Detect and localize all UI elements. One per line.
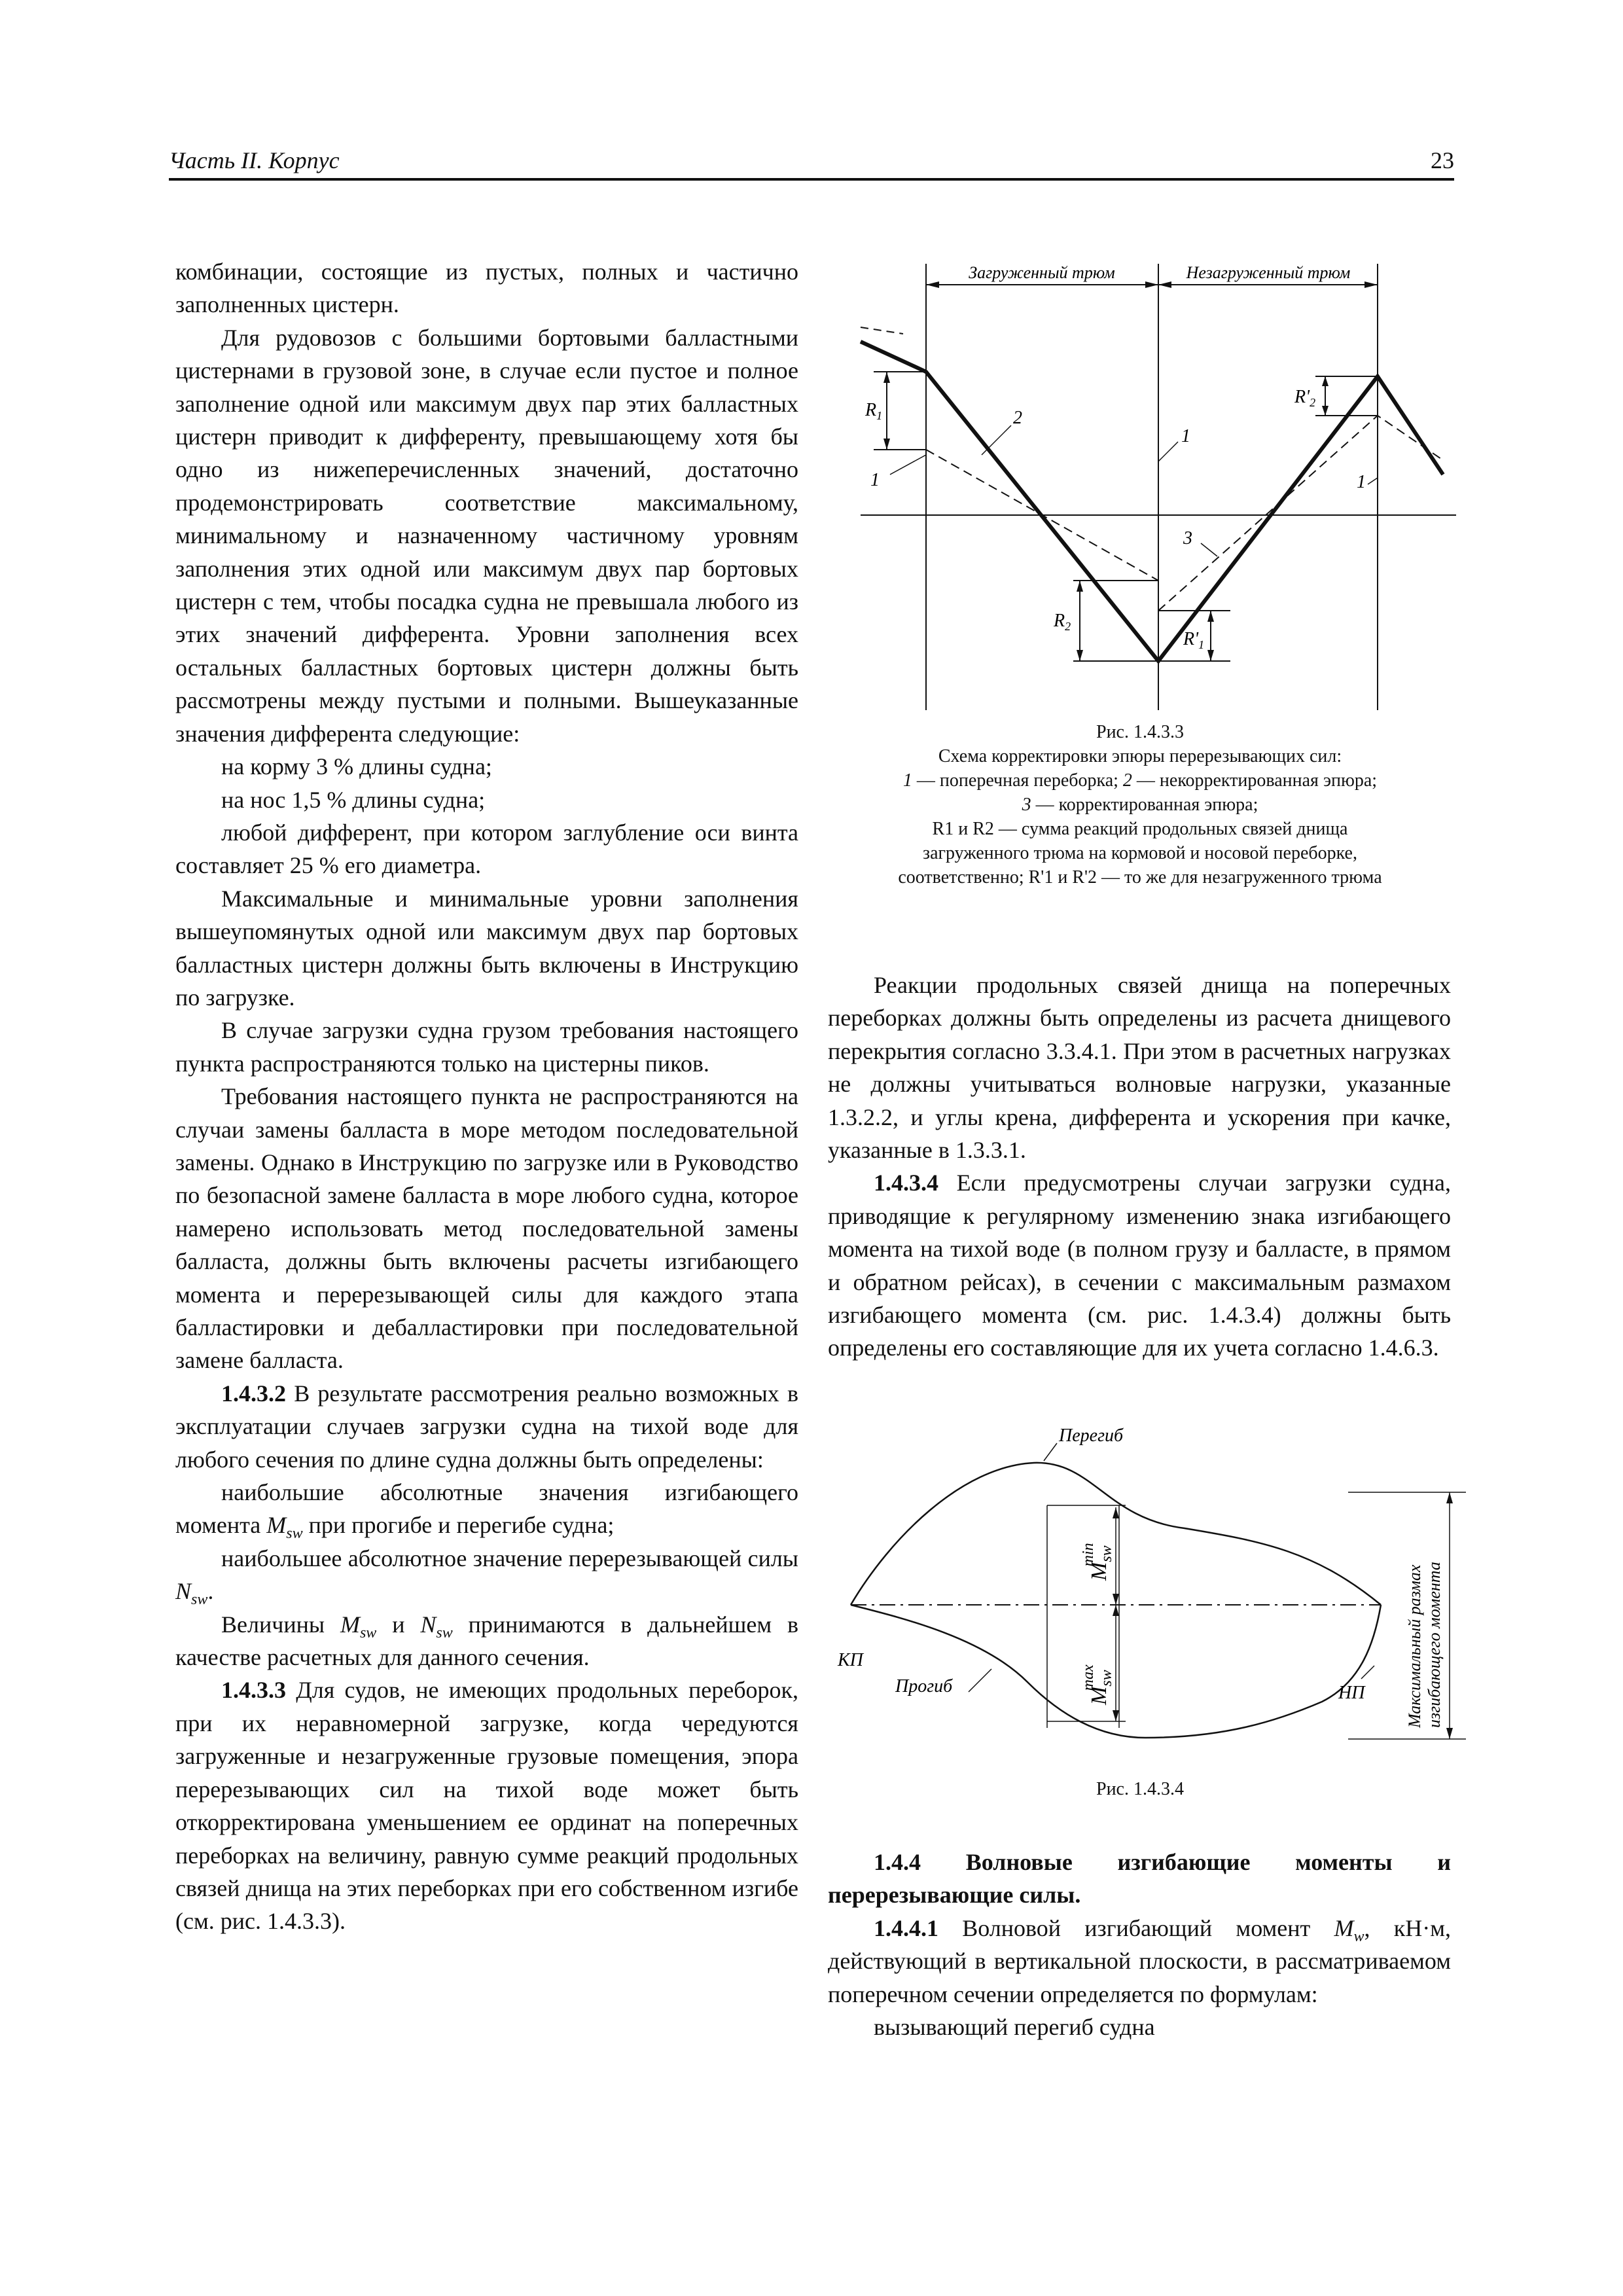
page-number: 23 bbox=[1431, 147, 1454, 173]
list-item: любой дифферент, при котором заглубление оси винта составляет 25 % его диаметра. bbox=[175, 819, 798, 879]
label-max-range bbox=[1405, 1562, 1444, 1729]
section-1-4-3-4: 1.4.3.4 Если предусмотрены случаи загрузки судна, приводящие к регулярному изменению знака изгибающего момента на тихой воде (в полном грузу и балласте, в прямом и обратном рейсах), в сечении с максимальным размахом изгибающего момента (см. рис. 1.4.3.4) должны быть определены его составляющие для их учета согласно 1.4.6.3. bbox=[828, 1170, 1451, 1361]
label-1-aft: 1 bbox=[870, 470, 880, 490]
figure-1-4-3-3-caption bbox=[826, 720, 1454, 889]
running-header-title: Часть II. Корпус bbox=[169, 147, 340, 173]
caption-title: Рис. 1.4.3.4 bbox=[1096, 1779, 1184, 1799]
section-number: 1.4.3.4 bbox=[874, 1170, 938, 1196]
figure-1-4-3-4-caption bbox=[826, 1777, 1454, 1801]
section-1-4-4-1: 1.4.4.1 Волновой изгибающий момент $M_w$, кН·м, действующий в вертикальной плоскости, в рассматриваемом поперечном сечении определяется по формулам: bbox=[828, 1914, 1451, 2007]
uncorrected-diagram bbox=[861, 342, 1443, 661]
caption-line: R1 и R2 — сумма реакций продольных связей днища bbox=[932, 819, 1348, 839]
section-number: 1.4.3.2 bbox=[221, 1380, 286, 1407]
label-1-middle: 1 bbox=[1181, 426, 1190, 446]
label-hogging: Перегиб bbox=[1059, 1426, 1124, 1446]
paragraph: Для рудовозов с большими бортовыми балластными цистернами в грузовой зоне, в случае если пустое и полное заполнение одной или максимум двух пар этих балластных цистерн приводит к дифференту, превышающему хотя бы одно из нижеперечисленных значений, достаточно продемонстрировать соответствие максимальному, минимальному и назначенному частичному уровням заполнения этих одной или максимум двух пар бортовых цистерн с тем, чтобы посадка судна не превышала любого из этих значений дифферента. Уровни заполнения всех остальных балластных бортовых цистерн должны быть рассмотрены между пустыми и полными. Вышеуказанные значения дифферента следующие: bbox=[175, 324, 798, 747]
label-r2: $R_2$ bbox=[1054, 611, 1071, 633]
caption-title: Рис. 1.4.3.3 bbox=[1096, 722, 1184, 742]
label-m-sw-min bbox=[1080, 1543, 1115, 1581]
paragraph: Требования настоящего пункта не распространяются на случаи замены балласта в море методом последовательной замены. Однако в Инструкцию по загрузке или в Руководство по безопасной замене балласта в море любого судна, которое намерено использовать метод последовательной замены балласта, должны быть включены расчеты изгибающего момента и перерезывающей силы для каждого этапа балластировки и дебалластировки при последовательной замене балласта. bbox=[175, 1083, 798, 1374]
svg-text:Mswmin: $M_{sw}\min$ bbox=[1080, 1543, 1115, 1581]
label-aft-perpendicular: КП bbox=[838, 1650, 863, 1670]
running-header bbox=[169, 145, 1454, 181]
label-unloaded-hold: Незагруженный трюм bbox=[1186, 263, 1351, 282]
caption-line: 3 — корректированная эпюра; bbox=[1022, 795, 1258, 815]
svg-text:изгибающего момента: изгибающего момента bbox=[1425, 1562, 1444, 1728]
right-column-bottom bbox=[828, 1846, 1451, 2043]
label-loaded-hold: Загруженный трюм bbox=[969, 263, 1115, 282]
section-1-4-3-3: 1.4.3.3 Для судов, не имеющих продольных переборок, при их неравномерной загрузке, когда чередуются загруженные и незагруженные грузовые помещения, эпора перерезывающих сил на тихой воде может быть откорректирована уменьшением ее ординат на поперечных переборках на величину, равную сумме реакций продольных связей днища на этих переборках при его собственном изгибе (см. рис. 1.4.3.3). bbox=[175, 1677, 798, 1935]
list-item: наибольшие абсолютные значения изгибающего момента $M_{sw}$ при прогибе и перегибе судна; bbox=[175, 1479, 798, 1543]
label-m-sw-max bbox=[1080, 1664, 1115, 1706]
label-1-fwd: 1 bbox=[1357, 472, 1366, 492]
paragraph: Реакции продольных связей днища на поперечных переборках должны быть определены из расчета днищевого перекрытия согласно 3.3.4.1. При этом в расчетных нагрузках не должны учитываться волновые нагрузки, указанные 1.3.2.2, и углы крена, дифферента и ускорения при качке, указанные в 1.3.3.1. bbox=[828, 972, 1451, 1164]
section-heading-1-4-4: 1.4.4 Волновые изгибающие моменты и перерезывающие силы. bbox=[828, 1849, 1451, 1909]
paragraph: Максимальные и минимальные уровни заполнения вышеупомянутых одной или максимум двух пар бортовых балластных цистерн должны быть включены в Инструкцию по загрузке. bbox=[175, 885, 798, 1011]
section-number: 1.4.3.3 bbox=[221, 1677, 286, 1704]
svg-text:Максимальный размах: Максимальный размах bbox=[1405, 1564, 1424, 1728]
caption-line: 1 — поперечная переборка; 2 — некорректированная эпюра; bbox=[902, 770, 1378, 791]
right-column-top bbox=[828, 969, 1451, 1365]
svg-text:Mswmax: $M_{sw}\max$ bbox=[1080, 1664, 1115, 1705]
paragraph: вызывающий перегиб судна bbox=[874, 2014, 1155, 2041]
figure-1-4-3-3-svg bbox=[831, 252, 1459, 710]
corrected-diagram-unloaded bbox=[1158, 416, 1443, 611]
figure-bending-moment-range bbox=[818, 1414, 1466, 1767]
paragraph: Величины $M_{sw}$ и $N_{sw}$ принимаются в дальнейшем в качестве расчетных для данного сечения. bbox=[175, 1611, 799, 1671]
list-item: на нос 1,5 % длины судна; bbox=[221, 786, 486, 813]
list-item: наибольшее абсолютное значение перерезывающей силы $N_{sw}$. bbox=[175, 1545, 798, 1609]
section-number: 1.4.4.1 bbox=[874, 1914, 938, 1941]
label-r1: $R_1$ bbox=[865, 400, 883, 422]
section-1-4-3-2: 1.4.3.2 В результате рассмотрения реально возможных в эксплуатации случаев загрузки судна на тихой воде для любого сечения по длине судна должны быть определены: bbox=[175, 1380, 798, 1473]
left-column bbox=[175, 255, 798, 1938]
label-forward-perpendicular: НП bbox=[1338, 1683, 1365, 1703]
label-sagging: Прогиб bbox=[895, 1676, 953, 1696]
caption-line: загруженного трюма на кормовой и носовой переборке, bbox=[923, 843, 1357, 863]
paragraph: комбинации, состоящие из пустых, полных и частично заполненных цистерн. bbox=[175, 259, 798, 318]
list-item: на корму 3 % длины судна; bbox=[221, 753, 492, 780]
caption-line: Схема корректировки эпюры перерезывающих сил: bbox=[938, 746, 1342, 766]
figure-shear-force-diagram bbox=[831, 252, 1459, 710]
caption-line: соответственно; R'1 и R'2 — то же для незагруженного трюма bbox=[898, 867, 1382, 888]
label-r2-prime: $R'_2$ bbox=[1294, 387, 1316, 409]
figure-1-4-3-4-svg bbox=[818, 1414, 1466, 1767]
label-3: 3 bbox=[1183, 528, 1192, 548]
label-r1-prime: $R'_1$ bbox=[1183, 629, 1205, 651]
label-2: 2 bbox=[1013, 408, 1022, 428]
paragraph: В случае загрузки судна грузом требования настоящего пункта распространяются только на цистерны пиков. bbox=[175, 1017, 798, 1077]
